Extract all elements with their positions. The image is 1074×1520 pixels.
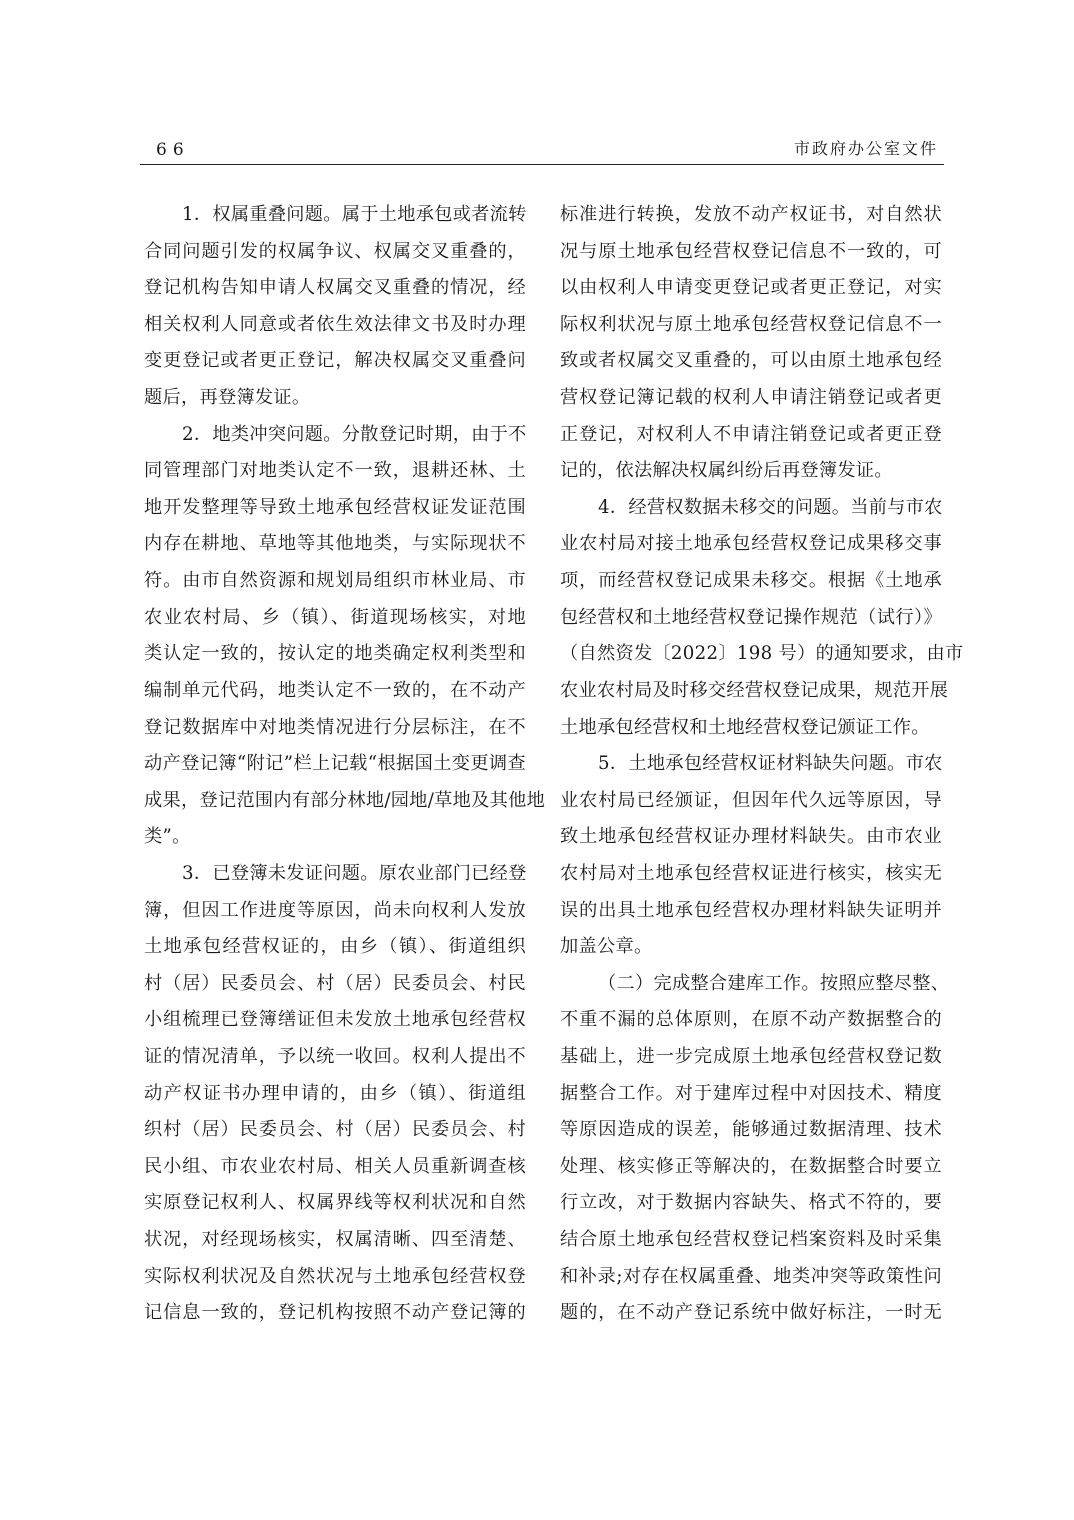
text-line: 1．权属重叠问题。属于土地承包或者流转 <box>182 204 527 225</box>
text-line: 状况，对经现场核实，权属清晰、四至清楚、 <box>144 1229 526 1251</box>
text-line: 类认定一致的，按认定的地类确定权利类型和 <box>144 643 526 665</box>
text-line: 记的，依法解决权属纠纷后再登簿发证。 <box>560 460 893 482</box>
page-number: 66 <box>156 140 190 160</box>
text-line: 致土地承包经营权证办理材料缺失。由市农业 <box>560 826 942 848</box>
text-line: 项，而经营权登记成果未移交。根据《土地承 <box>560 570 942 592</box>
text-line: 据整合工作。对于建库过程中对因技术、精度 <box>560 1082 942 1104</box>
text-line: 合同问题引发的权属争议、权属交叉重叠的， <box>144 240 526 262</box>
text-line: 4．经营权数据未移交的问题。当前与市农 <box>598 496 943 518</box>
left-text-column <box>144 197 546 1332</box>
text-line: 土地承包经营权和土地经营权登记颁证工作。 <box>560 716 930 738</box>
text-line: 不重不漏的总体原则，在原不动产数据整合的 <box>560 1009 942 1031</box>
text-line: 结合原土地承包经营权登记档案资料及时采集 <box>560 1229 942 1251</box>
text-line: 成果，登记范围内有部分林地/园地/草地及其他地 <box>144 789 546 811</box>
text-line: 业农村局对接土地承包经营权登记成果移交事 <box>560 533 942 555</box>
text-line: 标准进行转换，发放不动产权证书，对自然状 <box>560 204 942 225</box>
document-header-title: 市政府办公室文件 <box>793 139 938 158</box>
header-divider <box>140 164 944 165</box>
text-line: 实际权利状况及自然状况与土地承包经营权登 <box>144 1265 526 1287</box>
text-line: 际权利状况与原土地承包经营权登记信息不一 <box>560 313 942 335</box>
text-line: 同管理部门对地类认定不一致，退耕还林、土 <box>144 460 526 482</box>
text-line: 动产登记簿“附记”栏上记载“根据国土变更调查 <box>144 753 526 775</box>
text-line: 正登记，对权利人不申请注销登记或者更正登 <box>560 423 942 445</box>
section-heading-line: （二）完成整合建库工作。按照应整尽整、 <box>598 972 950 994</box>
text-line: 证的情况清单，予以统一收回。权利人提出不 <box>144 1046 526 1068</box>
text-line: 小组梳理已登簿缮证但未发放土地承包经营权 <box>144 1009 526 1031</box>
text-line: 5．土地承包经营权证材料缺失问题。市农 <box>598 753 943 775</box>
text-line: 动产权证书办理申请的，由乡（镇）、街道组 <box>144 1082 526 1104</box>
text-line: 营权登记簿记载的权利人申请注销登记或者更 <box>560 387 942 409</box>
text-line: 题的，在不动产登记系统中做好标注，一时无 <box>560 1302 942 1324</box>
text-line: 致或者权属交叉重叠的，可以由原土地承包经 <box>560 350 942 372</box>
text-line: 编制单元代码，地类认定不一致的，在不动产 <box>144 679 526 701</box>
text-line: 况与原土地承包经营权登记信息不一致的，可 <box>560 240 942 262</box>
text-line: 登记数据库中对地类情况进行分层标注，在不 <box>144 716 526 738</box>
text-line: 等原因造成的误差，能够通过数据清理、技术 <box>560 1119 942 1141</box>
right-text-column <box>560 197 964 1332</box>
text-line: 和补录;对存在权属重叠、地类冲突等政策性问 <box>560 1265 942 1287</box>
text-line: 簿，但因工作进度等原因，尚未向权利人发放 <box>144 899 526 921</box>
text-line: 内存在耕地、草地等其他地类，与实际现状不 <box>144 533 526 555</box>
text-line: 农业农村局及时移交经营权登记成果，规范开展 <box>560 679 949 701</box>
text-line: 相关权利人同意或者依生效法律文书及时办理 <box>144 313 526 335</box>
text-line: 实原登记权利人、权属界线等权利状况和自然 <box>144 1192 526 1214</box>
text-line: 民小组、市农业农村局、相关人员重新调查核 <box>144 1155 526 1177</box>
text-line: 符。由市自然资源和规划局组织市林业局、市 <box>144 570 526 592</box>
text-line: 2．地类冲突问题。分散登记时期，由于不 <box>182 423 527 445</box>
text-line: 以由权利人申请变更登记或者更正登记，对实 <box>560 277 942 299</box>
text-line: 误的出具土地承包经营权办理材料缺失证明并 <box>560 899 942 921</box>
text-line: 题后，再登簿发证。 <box>144 387 311 409</box>
text-line: 登记机构告知申请人权属交叉重叠的情况，经 <box>144 277 526 299</box>
text-line: 业农村局已经颁证，但因年代久远等原因，导 <box>560 789 942 811</box>
text-line: 包经营权和土地经营权登记操作规范（试行）》 <box>560 606 942 628</box>
text-line: 土地承包经营权证的，由乡（镇）、街道组织 <box>144 936 526 958</box>
text-line: 记信息一致的，登记机构按照不动产登记簿的 <box>144 1302 526 1324</box>
text-line: 织村（居）民委员会、村（居）民委员会、村 <box>144 1119 526 1141</box>
text-line: 基础上，进一步完成原土地承包经营权登记数 <box>560 1046 942 1068</box>
text-line: 村（居）民委员会、村（居）民委员会、村民 <box>144 972 526 994</box>
text-line: 地开发整理等导致土地承包经营权证发证范围 <box>144 496 526 518</box>
text-line: 农业农村局、乡（镇）、街道现场核实，对地 <box>144 606 526 628</box>
text-line: 处理、核实修正等解决的，在数据整合时要立 <box>560 1155 942 1177</box>
text-line: （自然资发〔2022〕198 号）的通知要求，由市 <box>560 643 964 665</box>
text-line: 农村局对土地承包经营权证进行核实，核实无 <box>560 862 942 884</box>
text-line: 3．已登簿未发证问题。原农业部门已经登 <box>182 862 527 884</box>
text-line: 加盖公章。 <box>560 936 653 958</box>
text-line: 行立改，对于数据内容缺失、格式不符的，要 <box>560 1192 942 1214</box>
text-line: 类”。 <box>144 826 191 848</box>
text-line: 变更登记或者更正登记，解决权属交叉重叠问 <box>144 350 526 372</box>
